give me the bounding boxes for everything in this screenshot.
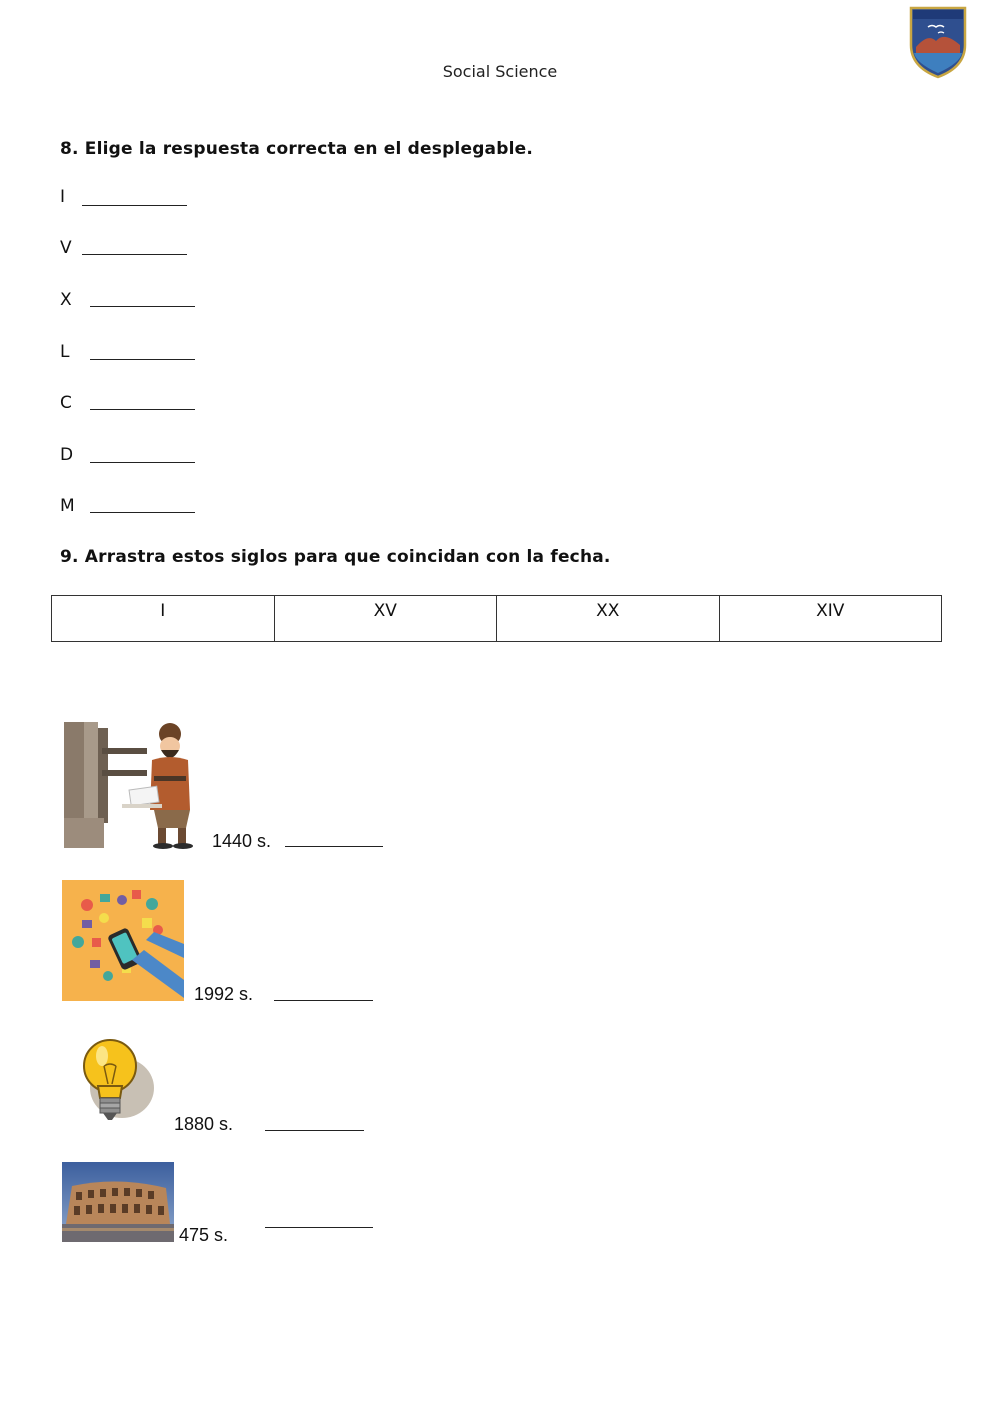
roman-numeral-D: D — [60, 445, 74, 465]
roman-numeral-V: V — [60, 238, 72, 258]
answer-dropdown-X[interactable] — [90, 306, 195, 307]
school-crest-logo — [908, 5, 968, 79]
roman-numeral-I: I — [60, 187, 66, 207]
century-chip-XV[interactable]: XV — [274, 596, 497, 642]
century-chip-I[interactable]: I — [52, 596, 275, 642]
date-label-1992: 1992 s. — [194, 984, 254, 1004]
date-label-1880: 1880 s. — [174, 1114, 234, 1134]
printing-press-illustration — [62, 718, 208, 849]
answer-dropdown-V[interactable] — [82, 254, 187, 255]
roman-numeral-C: C — [60, 393, 72, 413]
roman-numeral-L: L — [60, 342, 70, 362]
answer-drop-475[interactable] — [265, 1227, 373, 1228]
question-8-title: 8. Elige la respuesta correcta en el desplegable. — [60, 139, 534, 159]
date-label-475: 475 s. — [179, 1225, 229, 1245]
answer-dropdown-M[interactable] — [90, 512, 195, 513]
question-9-title: 9. Arrastra estos siglos para que coincidan con la fecha. — [60, 547, 611, 567]
centuries-table — [51, 595, 942, 642]
colosseum-photo — [62, 1162, 174, 1242]
answer-dropdown-L[interactable] — [90, 359, 195, 360]
answer-dropdown-C[interactable] — [90, 409, 195, 410]
roman-numeral-M: M — [60, 496, 75, 516]
century-chip-XX[interactable]: XX — [497, 596, 720, 642]
century-chip-XIV[interactable]: XIV — [719, 596, 942, 642]
date-label-1440: 1440 s. — [212, 831, 272, 851]
light-bulb-illustration — [70, 1036, 156, 1128]
answer-drop-1992[interactable] — [274, 1000, 373, 1001]
answer-drop-1880[interactable] — [265, 1130, 364, 1131]
roman-numeral-X: X — [60, 290, 72, 310]
page-title: Social Science — [442, 62, 558, 81]
answer-dropdown-D[interactable] — [90, 462, 195, 463]
answer-dropdown-I[interactable] — [82, 205, 187, 206]
smartphone-apps-illustration — [62, 880, 184, 1001]
answer-drop-1440[interactable] — [285, 846, 383, 847]
